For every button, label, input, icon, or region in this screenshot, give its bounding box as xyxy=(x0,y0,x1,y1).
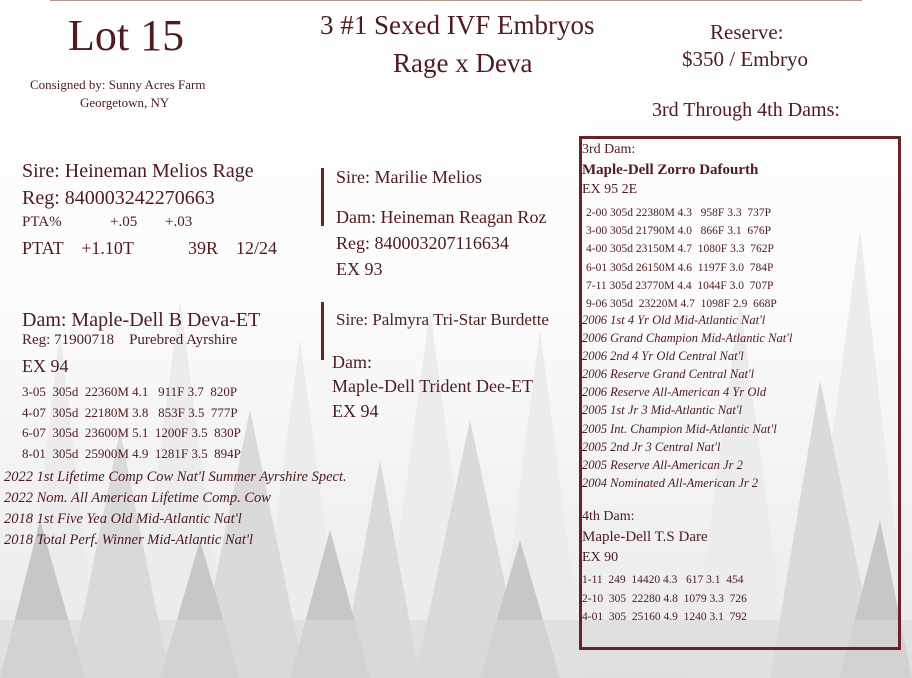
third-dam-class: EX 95 2E xyxy=(582,182,638,197)
third-dam-honors xyxy=(582,311,792,492)
sire-pedigree-reg: Reg: 840003207116634 xyxy=(336,233,509,253)
sire-ptat-reliability: 39R xyxy=(188,238,219,258)
sire-pta-value-2: +.03 xyxy=(165,214,193,230)
sire-pta-label: PTA% xyxy=(22,214,62,230)
third-dam-honor-item: 2005 1st Jr 3 Mid-Atlantic Nat'l xyxy=(582,403,742,418)
third-dam-honor-item: 2006 2nd 4 Yr Old Central Nat'l xyxy=(582,349,744,364)
dam-record-row: 6-07 305d 23600M 5.1 1200F 3.5 830P xyxy=(22,425,241,440)
third-dam-record-row: 3-00 305d 21790M 4.0 866F 3.1 676P xyxy=(586,225,771,238)
dam-record-row: 3-05 305d 22360M 4.1 911F 3.7 820P xyxy=(22,384,238,399)
third-dam-record-row: 4-00 305d 23150M 4.7 1080F 3.3 762P xyxy=(586,243,774,256)
dam-honor-item: 2022 Nom. All American Lifetime Comp. Cow xyxy=(4,490,271,506)
dam-record-row: 8-01 305d 25900M 4.9 1281F 3.5 894P xyxy=(22,445,241,461)
fourth-dam-label: 4th Dam: xyxy=(582,509,635,524)
dam-pedigree-sire: Sire: Palmyra Tri-Star Burdette xyxy=(336,310,549,329)
fourth-dam-name: Maple-Dell T.S Dare xyxy=(582,529,708,545)
offering-line-1: 3 #1 Sexed IVF Embryos xyxy=(320,10,595,40)
dam-record-row: 4-07 305d 22180M 3.8 853F 3.5 777P xyxy=(22,404,238,420)
third-dam-record-row: 7-11 305d 23770M 4.4 1044F 3.0 707P xyxy=(586,279,774,292)
third-dam-record-row: 9-06 305d 23220M 4.7 1098F 2.9 668P xyxy=(586,298,777,311)
sire-pedigree-class: EX 93 xyxy=(336,259,383,279)
reserve-label: Reserve: xyxy=(710,20,784,44)
consignor-location: Georgetown, NY xyxy=(80,95,170,110)
sire-name: Sire: Heineman Melios Rage xyxy=(22,160,254,182)
dam-honor-item: 2018 1st Five Yea Old Mid-Atlantic Nat'l xyxy=(4,511,242,527)
dam-pedigree-dam-label: Dam: xyxy=(332,352,372,372)
third-dam-honor-item: 2006 1st 4 Yr Old Mid-Atlantic Nat'l xyxy=(582,313,766,327)
third-dam-record-row: 2-00 305d 22380M 4.3 958F 3.3 737P xyxy=(586,207,771,219)
top-rule xyxy=(50,0,862,1)
dam-pedigree-class: EX 94 xyxy=(332,401,379,421)
dam-honor-item: 2022 1st Lifetime Comp Cow Nat'l Summer Ayrshire Spect. xyxy=(4,469,347,485)
third-dam-label: 3rd Dam: xyxy=(582,142,636,157)
sire-pedigree-bar xyxy=(321,168,324,226)
dam-reg: Reg: 71900718 Purebred Ayrshire xyxy=(22,332,238,348)
lot-title: Lot 15 xyxy=(68,11,185,60)
third-dam-honor-item: 2004 Nominated All-American Jr 2 xyxy=(582,475,759,490)
consigned-by: Consigned by: Sunny Acres Farm xyxy=(30,77,206,92)
fourth-dam-records xyxy=(582,571,747,627)
dam-pedigree-dam-name: Maple-Dell Trident Dee-ET xyxy=(332,376,533,396)
sire-pedigree-dam: Dam: Heineman Reagan Roz xyxy=(336,207,547,227)
reserve-value: $350 / Embryo xyxy=(682,47,808,71)
dams-section-title: 3rd Through 4th Dams: xyxy=(652,99,840,121)
third-dam-honor-item: 2005 Reserve All-American Jr 2 xyxy=(582,457,743,472)
third-dam-honor-item: 2006 Grand Champion Mid-Atlantic Nat'l xyxy=(582,331,793,346)
dam-class: EX 94 xyxy=(22,356,69,376)
third-dam-honor-item: 2006 Reserve All-American 4 Yr Old xyxy=(582,385,767,400)
third-dam-honor-item: 2005 Int. Champion Mid-Atlantic Nat'l xyxy=(582,421,777,436)
dam-honor-item: 2018 Total Perf. Winner Mid-Atlantic Nat'l xyxy=(4,532,254,548)
third-dam-honor-item: 2005 2nd Jr 3 Central Nat'l xyxy=(582,439,721,454)
dam-honors xyxy=(4,467,347,551)
offering-line-2: Rage x Deva xyxy=(393,48,533,78)
sire-pedigree-sire: Sire: Marilie Melios xyxy=(336,167,482,187)
dam-records xyxy=(22,382,241,464)
third-dam-record-row: 6-01 305d 26150M 4.6 1197F 3.0 784P xyxy=(586,261,774,274)
fourth-dam-record-row: 1-11 249 14420 4.3 617 3.1 454 xyxy=(582,574,744,586)
sire-ptat: PTAT +1.10T xyxy=(22,238,134,258)
fourth-dam-class: EX 90 xyxy=(582,550,619,565)
dam-pedigree-bar xyxy=(321,302,324,360)
third-dam-name: Maple-Dell Zorro Dafourth xyxy=(582,162,759,178)
sire-ptat-date: 12/24 xyxy=(236,238,278,258)
dam-name: Dam: Maple-Dell B Deva-ET xyxy=(22,309,261,331)
third-dam-honor-item: 2006 Reserve Grand Central Nat'l xyxy=(582,367,755,382)
third-dam-records xyxy=(586,204,777,313)
fourth-dam-record-row: 2-10 305 22280 4.8 1079 3.3 726 xyxy=(582,592,747,605)
sire-pta-value-1: +.05 xyxy=(110,214,138,230)
fourth-dam-record-row: 4-01 305 25160 4.9 1240 3.1 792 xyxy=(582,611,747,623)
sire-reg: Reg: 840003242270663 xyxy=(22,187,215,209)
